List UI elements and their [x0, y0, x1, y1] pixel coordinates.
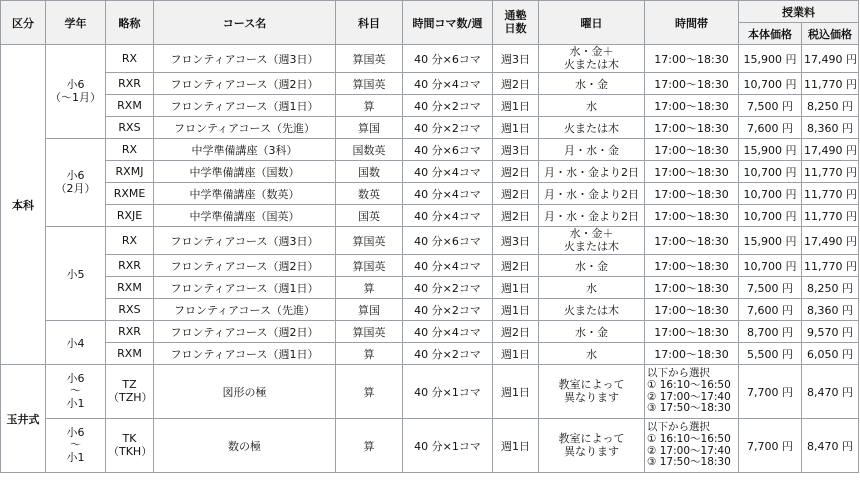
grade-cell [46, 419, 106, 473]
subject-cell: 国数 [336, 161, 403, 183]
weekday-cell: 水・金 [539, 73, 645, 95]
grade-label: 小6 [66, 78, 85, 92]
subject-cell: 算 [336, 419, 403, 473]
weekday-cell [539, 45, 645, 73]
abbr-line-1: TZ [122, 378, 137, 392]
hours-cell: 40 分×4コマ [403, 205, 493, 227]
grade-cell: 小4 [46, 321, 106, 365]
time-cell [645, 365, 739, 419]
subject-cell: 数英 [336, 183, 403, 205]
time-line-2: ① 16:10～16:50 [647, 378, 731, 391]
course-cell: フロンティアコース（週1日） [154, 95, 336, 117]
days-cell: 週1日 [493, 419, 539, 473]
grade-line-1: 小6 [66, 372, 85, 386]
abbr-cell: RXR [106, 73, 154, 95]
header-timeslot: 時間帯 [645, 1, 739, 45]
hours-cell: 40 分×4コマ [403, 73, 493, 95]
weekday-cell [539, 365, 645, 419]
grade-cell: 小5 [46, 227, 106, 321]
tax-price-cell: 8,250 円 [802, 277, 859, 299]
header-base-price: 本体価格 [739, 23, 802, 45]
header-grade: 学年 [46, 1, 106, 45]
abbr-cell: RXS [106, 117, 154, 139]
table-row [1, 183, 859, 205]
abbr-cell [106, 365, 154, 419]
tax-price-cell: 17,490 円 [802, 227, 859, 255]
weekday-cell: 水・金 [539, 321, 645, 343]
subject-cell: 算 [336, 365, 403, 419]
hours-cell: 40 分×1コマ [403, 419, 493, 473]
base-price-cell: 10,700 円 [739, 73, 802, 95]
grade-line-2: ～ [70, 438, 81, 452]
days-cell: 週1日 [493, 365, 539, 419]
base-price-cell: 10,700 円 [739, 205, 802, 227]
header-days-bottom: 日数 [504, 21, 527, 35]
abbr-cell: RXM [106, 343, 154, 365]
grade-period: （～1月） [50, 90, 101, 104]
table-row [1, 277, 859, 299]
weekday-cell: 月・水・金より2日 [539, 205, 645, 227]
weekday-cell: 月・水・金より2日 [539, 161, 645, 183]
base-price-cell: 8,700 円 [739, 321, 802, 343]
course-cell: 図形の極 [154, 365, 336, 419]
subject-cell: 算国英 [336, 73, 403, 95]
weekday-cell [539, 227, 645, 255]
weekday-line-1: 水・金＋ [569, 227, 614, 241]
base-price-cell: 7,700 円 [739, 419, 802, 473]
grade-cell [46, 139, 106, 227]
weekday-cell: 月・水・金 [539, 139, 645, 161]
table-row [1, 117, 859, 139]
time-line-3: ② 17:00～17:40 [647, 444, 731, 457]
tax-price-cell: 11,770 円 [802, 255, 859, 277]
abbr-cell: RXR [106, 321, 154, 343]
weekday-cell: 月・水・金より2日 [539, 183, 645, 205]
days-cell: 週2日 [493, 183, 539, 205]
course-cell: フロンティアコース（先進） [154, 117, 336, 139]
time-line-4: ③ 17:50～18:30 [647, 456, 731, 469]
base-price-cell: 15,900 円 [739, 139, 802, 161]
abbr-line-1: TK [122, 432, 137, 446]
time-cell: 17:00～18:30 [645, 139, 739, 161]
course-cell: 中学準備講座（国英） [154, 205, 336, 227]
base-price-cell: 10,700 円 [739, 255, 802, 277]
header-days [493, 1, 539, 45]
time-line-1: 以下から選択 [647, 421, 710, 433]
header-abbr: 略称 [106, 1, 154, 45]
header-course-name: コース名 [154, 1, 336, 45]
time-line-4: ③ 17:50～18:30 [647, 402, 731, 415]
subject-cell: 算国英 [336, 321, 403, 343]
time-cell: 17:00～18:30 [645, 343, 739, 365]
table-row [1, 73, 859, 95]
hours-cell: 40 分×6コマ [403, 139, 493, 161]
tax-price-cell: 17,490 円 [802, 139, 859, 161]
header-weekday: 曜日 [539, 1, 645, 45]
abbr-cell: RX [106, 45, 154, 73]
time-cell: 17:00～18:30 [645, 73, 739, 95]
time-cell: 17:00～18:30 [645, 299, 739, 321]
header-days-top: 通塾 [504, 9, 527, 23]
time-line-2: ① 16:10～16:50 [647, 432, 731, 445]
time-cell: 17:00～18:30 [645, 321, 739, 343]
abbr-cell: RXS [106, 299, 154, 321]
tax-price-cell: 17,490 円 [802, 45, 859, 73]
course-cell: 数の極 [154, 419, 336, 473]
header-hours: 時間コマ数/週 [403, 1, 493, 45]
course-cell: フロンティアコース（週3日） [154, 45, 336, 73]
base-price-cell: 10,700 円 [739, 161, 802, 183]
time-cell: 17:00～18:30 [645, 117, 739, 139]
header-subject: 科目 [336, 1, 403, 45]
table-row [1, 139, 859, 161]
hours-cell: 40 分×1コマ [403, 365, 493, 419]
days-cell: 週1日 [493, 299, 539, 321]
hours-cell: 40 分×4コマ [403, 255, 493, 277]
subject-cell: 国英 [336, 205, 403, 227]
abbr-cell: RXJE [106, 205, 154, 227]
tax-price-cell: 11,770 円 [802, 161, 859, 183]
subject-cell: 算 [336, 343, 403, 365]
time-cell: 17:00～18:30 [645, 255, 739, 277]
table-row [1, 255, 859, 277]
weekday-cell: 水・金 [539, 255, 645, 277]
subject-cell: 算国英 [336, 227, 403, 255]
course-cell: フロンティアコース（週3日） [154, 227, 336, 255]
time-cell [645, 419, 739, 473]
hours-cell: 40 分×2コマ [403, 343, 493, 365]
course-cell: フロンティアコース（週2日） [154, 73, 336, 95]
days-cell: 週1日 [493, 95, 539, 117]
abbr-cell: RXM [106, 95, 154, 117]
days-cell: 週1日 [493, 277, 539, 299]
subject-cell: 国数英 [336, 139, 403, 161]
base-price-cell: 7,500 円 [739, 277, 802, 299]
abbr-line-2: （TKH） [108, 444, 153, 458]
days-cell: 週1日 [493, 343, 539, 365]
base-price-cell: 7,600 円 [739, 117, 802, 139]
days-cell: 週1日 [493, 117, 539, 139]
days-cell: 週3日 [493, 227, 539, 255]
course-cell: 中学準備講座（国数） [154, 161, 336, 183]
base-price-cell: 7,500 円 [739, 95, 802, 117]
hours-cell: 40 分×4コマ [403, 321, 493, 343]
table-row [1, 419, 859, 473]
abbr-cell: RX [106, 139, 154, 161]
hours-cell: 40 分×2コマ [403, 277, 493, 299]
abbr-line-2: （TZH） [108, 390, 153, 404]
grade-cell [46, 365, 106, 419]
weekday-cell: 火または木 [539, 117, 645, 139]
table-row [1, 321, 859, 343]
weekday-cell [539, 419, 645, 473]
course-cell: フロンティアコース（週1日） [154, 277, 336, 299]
hours-cell: 40 分×2コマ [403, 117, 493, 139]
course-cell: 中学準備講座（数英） [154, 183, 336, 205]
time-line-1: 以下から選択 [647, 367, 710, 379]
course-cell: フロンティアコース（週2日） [154, 255, 336, 277]
weekday-line-2: 異なります [564, 444, 619, 458]
tax-price-cell: 8,470 円 [802, 365, 859, 419]
weekday-cell: 水 [539, 277, 645, 299]
weekday-line-2: 異なります [564, 390, 619, 404]
tax-price-cell: 11,770 円 [802, 183, 859, 205]
header-category: 区分 [1, 1, 46, 45]
days-cell: 週2日 [493, 255, 539, 277]
weekday-line-2: 火または木 [564, 57, 619, 71]
days-cell: 週2日 [493, 161, 539, 183]
subject-cell: 算 [336, 95, 403, 117]
time-cell: 17:00～18:30 [645, 277, 739, 299]
table-row [1, 227, 859, 255]
subject-cell: 算国 [336, 117, 403, 139]
base-price-cell: 15,900 円 [739, 227, 802, 255]
abbr-cell: RXMJ [106, 161, 154, 183]
grade-cell [46, 45, 106, 139]
time-line-3: ② 17:00～17:40 [647, 390, 731, 403]
base-price-cell: 5,500 円 [739, 343, 802, 365]
days-cell: 週3日 [493, 45, 539, 73]
table-row [1, 365, 859, 419]
tax-price-cell: 8,250 円 [802, 95, 859, 117]
grade-period: （2月） [55, 181, 96, 195]
abbr-cell: RX [106, 227, 154, 255]
tax-price-cell: 11,770 円 [802, 205, 859, 227]
tax-price-cell: 8,470 円 [802, 419, 859, 473]
course-cell: フロンティアコース（週1日） [154, 343, 336, 365]
weekday-line-1: 水・金＋ [569, 45, 614, 59]
base-price-cell: 10,700 円 [739, 183, 802, 205]
grade-line-3: 小1 [66, 450, 85, 464]
time-cell: 17:00～18:30 [645, 183, 739, 205]
days-cell: 週2日 [493, 73, 539, 95]
grade-line-3: 小1 [66, 396, 85, 410]
subject-cell: 算国英 [336, 45, 403, 73]
hours-cell: 40 分×6コマ [403, 227, 493, 255]
tax-price-cell: 8,360 円 [802, 299, 859, 321]
abbr-cell: RXME [106, 183, 154, 205]
time-cell: 17:00～18:30 [645, 227, 739, 255]
course-cell: フロンティアコース（先進） [154, 299, 336, 321]
hours-cell: 40 分×6コマ [403, 45, 493, 73]
category-cell: 本科 [1, 45, 46, 365]
time-cell: 17:00～18:30 [645, 161, 739, 183]
weekday-cell: 火または木 [539, 299, 645, 321]
weekday-cell: 水 [539, 343, 645, 365]
weekday-cell: 水 [539, 95, 645, 117]
grade-label: 小6 [66, 169, 85, 183]
table-row [1, 161, 859, 183]
hours-cell: 40 分×4コマ [403, 161, 493, 183]
base-price-cell: 7,600 円 [739, 299, 802, 321]
table-row [1, 343, 859, 365]
days-cell: 週2日 [493, 205, 539, 227]
hours-cell: 40 分×2コマ [403, 95, 493, 117]
base-price-cell: 7,700 円 [739, 365, 802, 419]
tax-price-cell: 6,050 円 [802, 343, 859, 365]
time-cell: 17:00～18:30 [645, 205, 739, 227]
time-cell: 17:00～18:30 [645, 95, 739, 117]
tax-price-cell: 8,360 円 [802, 117, 859, 139]
hours-cell: 40 分×2コマ [403, 299, 493, 321]
abbr-cell [106, 419, 154, 473]
grade-line-1: 小6 [66, 426, 85, 440]
subject-cell: 算国 [336, 299, 403, 321]
table-row [1, 95, 859, 117]
tax-price-cell: 11,770 円 [802, 73, 859, 95]
category-cell: 玉井式 [1, 365, 46, 473]
weekday-line-2: 火または木 [564, 239, 619, 253]
tax-price-cell: 9,570 円 [802, 321, 859, 343]
hours-cell: 40 分×4コマ [403, 183, 493, 205]
weekday-line-1: 教室によって [558, 378, 625, 392]
course-cell: 中学準備講座（3科） [154, 139, 336, 161]
table-row [1, 205, 859, 227]
days-cell: 週2日 [493, 321, 539, 343]
time-cell: 17:00～18:30 [645, 45, 739, 73]
days-cell: 週3日 [493, 139, 539, 161]
table-row [1, 45, 859, 73]
base-price-cell: 15,900 円 [739, 45, 802, 73]
weekday-line-1: 教室によって [558, 432, 625, 446]
grade-line-2: ～ [70, 384, 81, 398]
subject-cell: 算 [336, 277, 403, 299]
subject-cell: 算国英 [336, 255, 403, 277]
abbr-cell: RXM [106, 277, 154, 299]
header-fee: 授業料 [739, 1, 859, 23]
table-row [1, 299, 859, 321]
header-tax-price: 税込価格 [802, 23, 859, 45]
abbr-cell: RXR [106, 255, 154, 277]
course-cell: フロンティアコース（週2日） [154, 321, 336, 343]
